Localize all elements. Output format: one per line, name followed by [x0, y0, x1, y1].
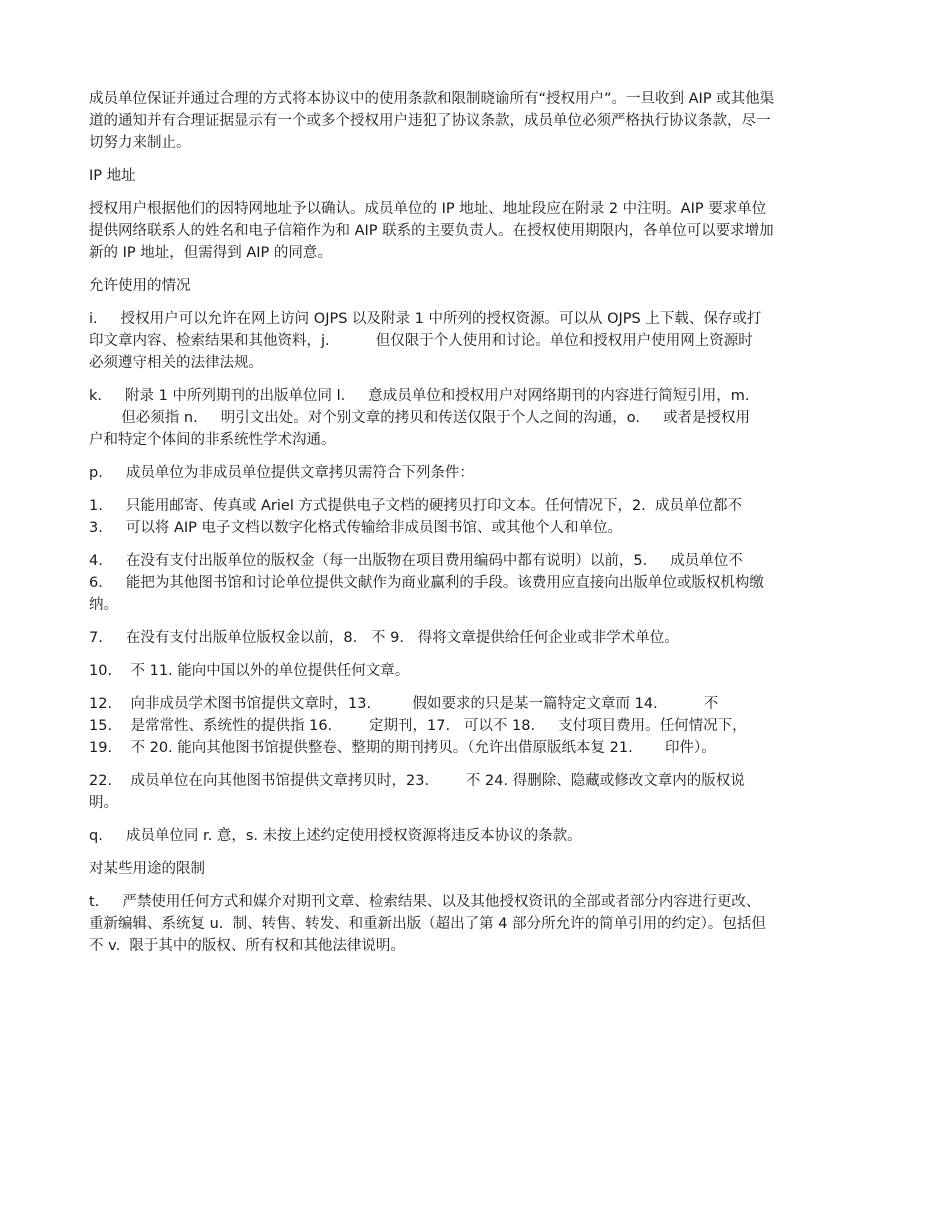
text-line: 1. 只能用邮寄、传真或 Ariel 方式提供电子文档的硬拷贝打印文本。任何情况下，2. 成员单位都不 — [89, 498, 743, 514]
text-line: i. 授权用户可以允许在网上访问 OJPS 以及附录 1 中所列的授权资源。可以从 OJPS 上下载、保存或打 — [89, 311, 762, 327]
text-line: q. 成员单位同 r. 意，s. 未按上述约定使用授权资源将违反本协议的条款。 — [89, 828, 582, 844]
clause-i — [89, 308, 863, 374]
text-line: p. 成员单位为非成员单位提供文章拷贝需符合下列条件： — [89, 465, 474, 481]
text-line: 成员单位保证并通过合理的方式将本协议中的使用条款和限制晓谕所有“授权用户”。一旦收到 AIP 或其他渠 — [89, 91, 775, 107]
section-heading-permitted-use: 允许使用的情况 — [89, 278, 191, 294]
section-heading-restrictions: 对某些用途的限制 — [89, 861, 205, 877]
text-line: 12. 向非成员学术图书馆提供文章时，13. 假如要求的只是某一篇特定文章而 14. 不 — [89, 696, 719, 712]
text-line: 不 v. 限于其中的版权、所有权和其他法律说明。 — [89, 938, 405, 954]
clause-p — [89, 462, 863, 484]
clause-22 — [89, 770, 863, 814]
clause-12 — [89, 693, 863, 759]
text-line: 必须遵守相关的法律法规。 — [89, 355, 263, 371]
clause-10 — [89, 660, 863, 682]
text-line: 3. 可以将 AIP 电子文档以数字化格式传输给非成员图书馆、或其他个人和单位。 — [89, 520, 623, 536]
text-line: 4. 在没有支付出版单位的版权金（每一出版物在项目费用编码中都有说明）以前，5. 成员单位不 — [89, 553, 743, 569]
text-line: 道的通知并有合理证据显示有一个或多个授权用户违犯了协议条款，成员单位必须严格执行协议条款，尽一 — [89, 113, 771, 129]
text-line: 切努力来制止。 — [89, 135, 191, 151]
clause-k — [89, 385, 863, 451]
intro-paragraph — [89, 88, 863, 154]
clause-q — [89, 825, 863, 847]
text-line: 10. 不 11. 能向中国以外的单位提供任何文章。 — [89, 663, 410, 679]
text-line: 22. 成员单位在向其他图书馆提供文章拷贝时，23. 不 24. 得删除、隐藏或修改文章内的版权说 — [89, 773, 745, 789]
text-line: 户和特定个体间的非系统性学术沟通。 — [89, 432, 336, 448]
clause-4 — [89, 550, 863, 616]
text-line: 印文章内容、检索结果和其他资料，j. 但仅限于个人使用和讨论。单位和授权用户使用网上资源时 — [89, 333, 753, 349]
text-line: 新的 IP 地址，但需得到 AIP 的同意。 — [89, 245, 332, 261]
ip-paragraph — [89, 198, 863, 264]
text-line: 纳。 — [89, 597, 118, 613]
text-line: 重新编辑、系统复 u. 制、转售、转发、和重新出版（超出了第 4 部分所允许的简单引用的约定）。包括但 — [89, 916, 766, 932]
clause-7 — [89, 627, 863, 649]
text-line: 15. 是常常性、系统性的提供指 16. 定期刊，17. 可以不 18. 支付项目费用。任何情况下， — [89, 718, 747, 734]
document-body — [89, 88, 863, 957]
clause-t — [89, 891, 863, 957]
text-line: 授权用户根据他们的因特网地址予以确认。成员单位的 IP 地址、地址段应在附录 2 中注明。AIP 要求单位 — [89, 201, 767, 217]
text-line: 提供网络联系人的姓名和电子信箱作为和 AIP 联系的主要负责人。在授权使用期限内，各单位可以要求增加 — [89, 223, 774, 239]
text-line: 6. 能把为其他图书馆和讨论单位提供文献作为商业赢利的手段。该费用应直接向出版单位或版权机构缴 — [89, 575, 764, 591]
section-heading-ip: IP 地址 — [89, 168, 136, 184]
text-line: 但必须指 n. 明引文出处。对个别文章的拷贝和传送仅限于个人之间的沟通，o. 或者是授权用 — [89, 410, 750, 426]
clause-1 — [89, 495, 863, 539]
text-line: 7. 在没有支付出版单位版权金以前，8. 不 9. 得将文章提供给任何企业或非学术单位。 — [89, 630, 679, 646]
text-line: 明。 — [89, 795, 118, 811]
text-line: k. 附录 1 中所列期刊的出版单位同 l. 意成员单位和授权用户对网络期刊的内容进行简短引用，m. — [89, 388, 750, 404]
text-line: t. 严禁使用任何方式和媒介对期刊文章、检索结果、以及其他授权资讯的全部或者部分内容进行更改、 — [89, 894, 761, 910]
text-line: 19. 不 20. 能向其他图书馆提供整卷、整期的期刊拷贝。（允许出借原版纸本复 21. 印件）。 — [89, 740, 716, 756]
